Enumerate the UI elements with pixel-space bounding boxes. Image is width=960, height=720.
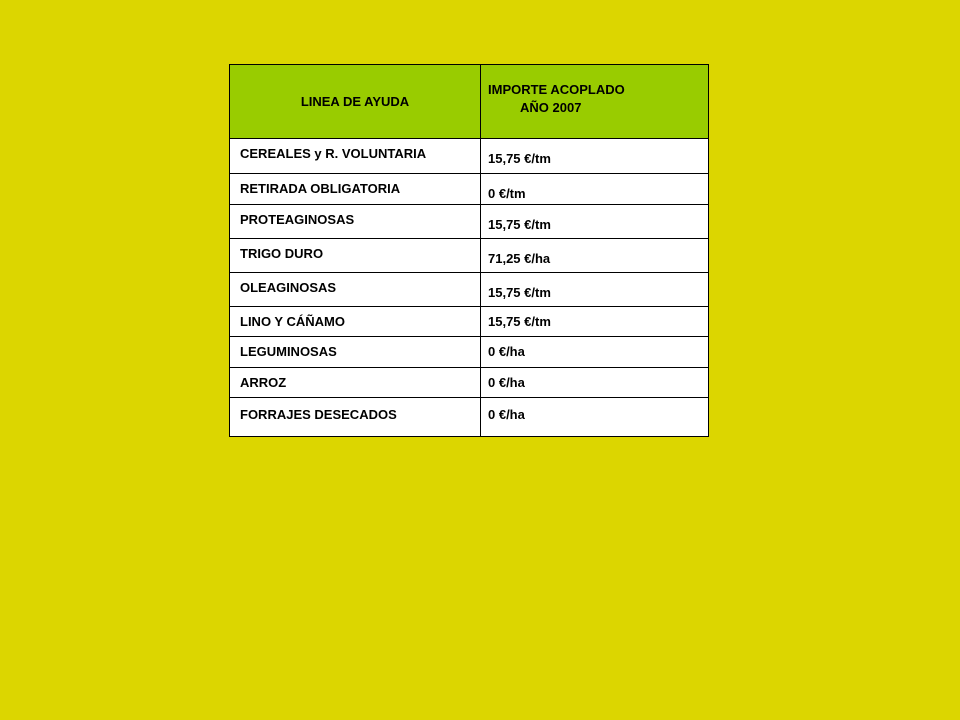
row-label: OLEAGINOSAS	[240, 280, 337, 295]
row-label-cell	[230, 139, 481, 174]
row-value-cell	[481, 368, 709, 398]
table-row	[230, 174, 709, 205]
table-row	[230, 307, 709, 337]
table-row	[230, 239, 709, 273]
row-label: PROTEAGINOSAS	[240, 212, 355, 227]
header-col2-line1: IMPORTE ACOPLADO	[488, 82, 625, 97]
table-row	[230, 139, 709, 174]
row-label: LINO Y CÁÑAMO	[240, 314, 345, 329]
row-value: 15,75 €/tm	[488, 217, 551, 232]
row-label: RETIRADA OBLIGATORIA	[240, 181, 401, 196]
row-value: 15,75 €/tm	[488, 285, 551, 300]
row-label-cell	[230, 368, 481, 398]
row-label-cell	[230, 174, 481, 205]
row-label: ARROZ	[240, 375, 287, 390]
row-value-cell	[481, 398, 709, 437]
row-label-cell	[230, 337, 481, 368]
table-row	[230, 398, 709, 437]
header-importe-acoplado	[481, 65, 709, 139]
row-value: 0 €/tm	[488, 186, 526, 201]
row-label: TRIGO DURO	[240, 246, 324, 261]
row-value: 15,75 €/tm	[488, 314, 551, 329]
row-value-cell	[481, 307, 709, 337]
table-row	[230, 368, 709, 398]
row-value: 0 €/ha	[488, 375, 525, 390]
row-label: LEGUMINOSAS	[240, 344, 337, 359]
header-col1-label: LINEA DE AYUDA	[300, 94, 410, 109]
row-label-cell	[230, 307, 481, 337]
row-value: 71,25 €/ha	[488, 251, 551, 266]
row-value-cell	[481, 337, 709, 368]
row-value-cell	[481, 239, 709, 273]
row-value-cell	[481, 273, 709, 307]
header-linea-de-ayuda	[230, 65, 481, 139]
row-label-cell	[230, 205, 481, 239]
row-label: CEREALES y R. VOLUNTARIA	[240, 146, 427, 161]
table-row	[230, 337, 709, 368]
row-value-cell	[481, 139, 709, 174]
row-value-cell	[481, 174, 709, 205]
aid-table	[229, 64, 709, 437]
row-label-cell	[230, 239, 481, 273]
row-label-cell	[230, 398, 481, 437]
table-header-row	[230, 65, 709, 139]
row-label: FORRAJES DESECADOS	[240, 407, 397, 422]
row-value: 0 €/ha	[488, 344, 525, 359]
row-value: 0 €/ha	[488, 407, 525, 422]
row-value: 15,75 €/tm	[488, 151, 551, 166]
header-col2-line2: AÑO 2007	[520, 100, 582, 115]
table-row	[230, 273, 709, 307]
row-value-cell	[481, 205, 709, 239]
table-row	[230, 205, 709, 239]
row-label-cell	[230, 273, 481, 307]
